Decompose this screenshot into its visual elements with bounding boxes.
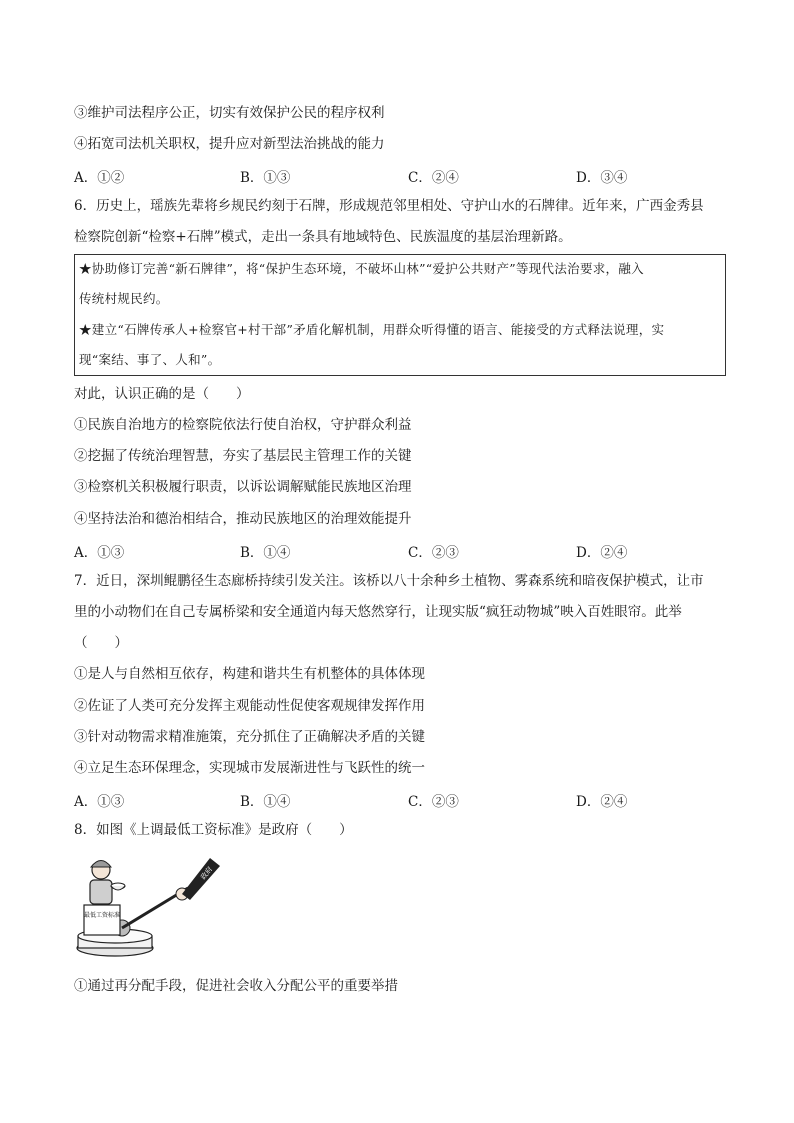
q5-option-a: A．①②	[74, 170, 125, 186]
q6-option-c: C．②③	[408, 545, 459, 561]
q8-stem: 8．如图《上调最低工资标准》是政府（ ）	[74, 822, 353, 838]
q7-stem-line2: 里的小动物们在自己专属桥梁和安全通道内每天悠然穿行，让现实版“疯狂动物城”映入百姓眼帘。此举	[74, 604, 682, 620]
q6-stem-line2: 检察院创新“检察+石牌”模式，走出一条具有地域特色、民族温度的基层治理新路。	[74, 229, 572, 245]
q6-question: 对此，认识正确的是（ ）	[74, 386, 250, 402]
q7-options	[74, 790, 734, 808]
q7-option-d: D．②④	[576, 794, 628, 810]
q6-box-line3: ★建立“石牌传承人+检察官+村干部”矛盾化解机制，用群众听得懂的语言、能接受的方式释法说理，实	[79, 322, 665, 337]
q6-stem-line1: 6．历史上，瑶族先辈将乡规民约刻于石牌，形成规范邻里相处、守护山水的石牌律。近年来，广西金秀县	[74, 198, 704, 214]
q6-option-b: B．①④	[240, 545, 291, 561]
q5-item-3: ③维护司法程序公正，切实有效保护公民的程序权利	[74, 105, 385, 121]
q5-option-b: B．①③	[240, 170, 291, 186]
cartoon-lever-text: 政府	[199, 865, 215, 882]
minimum-wage-cartoon	[70, 850, 220, 960]
q6-box-line4: 现“案结、事了、人和”。	[79, 352, 221, 367]
q7-item-3: ③针对动物需求精准施策，充分抓住了正确解决矛盾的关键	[74, 729, 425, 745]
q6-item-3: ③检察机关积极履行职责，以诉讼调解赋能民族地区治理	[74, 479, 412, 495]
q5-option-c: C．②④	[408, 170, 459, 186]
q6-item-4: ④坚持法治和德治相结合，推动民族地区的治理效能提升	[74, 511, 412, 527]
q7-option-b: B．①④	[240, 794, 291, 810]
q5-item-4: ④拓宽司法机关职权，提升应对新型法治挑战的能力	[74, 136, 385, 152]
q6-item-2: ②挖掘了传统治理智慧，夯实了基层民主管理工作的关键	[74, 448, 412, 464]
q7-option-c: C．②③	[408, 794, 459, 810]
q6-item-1: ①民族自治地方的检察院依法行使自治权，守护群众利益	[74, 417, 412, 433]
q7-option-a: A．①③	[74, 794, 125, 810]
cartoon-board-text: 最低工资标准	[83, 912, 121, 919]
q6-option-d: D．②④	[576, 545, 628, 561]
q6-options	[74, 541, 734, 559]
q6-material-box	[74, 254, 726, 376]
q6-option-a: A．①③	[74, 545, 125, 561]
q6-box-line2: 传统村规民约。	[79, 291, 169, 306]
q7-item-2: ②佐证了人类可充分发挥主观能动性促使客观规律发挥作用	[74, 698, 425, 714]
q6-box-line1: ★协助修订完善“新石牌律”，将“保护生态环境，不破坏山林”“爱护公共财产”等现代法治要求，融入	[79, 261, 644, 276]
q7-stem-line3: （ ）	[74, 635, 128, 651]
q5-options	[74, 166, 734, 184]
q7-item-1: ①是人与自然相互依存，构建和谐共生有机整体的具体体现	[74, 666, 425, 682]
q8-item-1: ①通过再分配手段，促进社会收入分配公平的重要举措	[74, 978, 398, 994]
q7-stem-line1: 7．近日，深圳鲲鹏径生态廊桥持续引发关注。该桥以八十余种乡土植物、雾森系统和暗夜保护模式，让市	[74, 573, 704, 589]
q7-item-4: ④立足生态环保理念，实现城市发展渐进性与飞跃性的统一	[74, 760, 425, 776]
q5-option-d: D．③④	[576, 170, 628, 186]
